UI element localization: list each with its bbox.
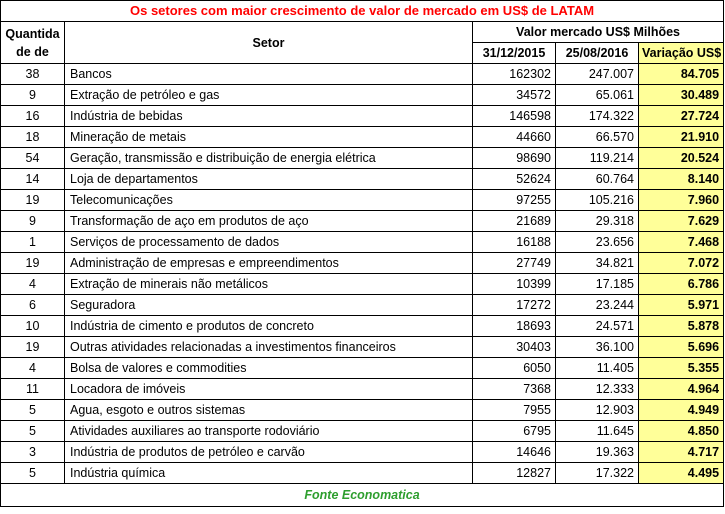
quantity-cell: 38 — [1, 64, 65, 85]
value-2015-cell: 52624 — [473, 169, 556, 190]
sector-cell: Serviços de processamento de dados — [65, 232, 473, 253]
sector-cell: Indústria de cimento e produtos de concreto — [65, 316, 473, 337]
table-row — [1, 379, 724, 400]
table-row — [1, 442, 724, 463]
table-row — [1, 148, 724, 169]
sector-cell: Bancos — [65, 64, 473, 85]
table-body — [1, 64, 724, 484]
table-row — [1, 316, 724, 337]
variation-cell: 4.964 — [639, 379, 724, 400]
table-row — [1, 85, 724, 106]
table-row — [1, 463, 724, 484]
value-2016-cell: 24.571 — [556, 316, 639, 337]
quantity-cell: 6 — [1, 295, 65, 316]
table-row — [1, 274, 724, 295]
table-row — [1, 421, 724, 442]
value-2015-cell: 6050 — [473, 358, 556, 379]
table-row — [1, 232, 724, 253]
variation-cell: 8.140 — [639, 169, 724, 190]
quantity-cell: 18 — [1, 127, 65, 148]
variation-cell: 7.072 — [639, 253, 724, 274]
variation-cell: 20.524 — [639, 148, 724, 169]
table-row — [1, 190, 724, 211]
value-2016-cell: 23.656 — [556, 232, 639, 253]
sector-cell: Mineração de metais — [65, 127, 473, 148]
sector-cell: Extração de minerais não metálicos — [65, 274, 473, 295]
value-2015-cell: 6795 — [473, 421, 556, 442]
variation-cell: 4.717 — [639, 442, 724, 463]
variation-cell: 21.910 — [639, 127, 724, 148]
quantity-cell: 5 — [1, 463, 65, 484]
variation-cell: 5.878 — [639, 316, 724, 337]
value-2015-cell: 44660 — [473, 127, 556, 148]
table-row — [1, 64, 724, 85]
quantity-cell: 14 — [1, 169, 65, 190]
quantity-cell: 11 — [1, 379, 65, 400]
value-2015-cell: 30403 — [473, 337, 556, 358]
sector-header: Setor — [65, 22, 473, 64]
quantity-cell: 4 — [1, 358, 65, 379]
title-row — [1, 1, 724, 22]
table-title: Os setores com maior crescimento de valor de mercado em US$ de LATAM — [1, 1, 724, 22]
sector-cell: Administração de empresas e empreendimentos — [65, 253, 473, 274]
sector-cell: Extração de petróleo e gas — [65, 85, 473, 106]
source-row — [1, 484, 724, 507]
sector-cell: Bolsa de valores e commodities — [65, 358, 473, 379]
table-row — [1, 253, 724, 274]
sector-cell: Telecomunicações — [65, 190, 473, 211]
value-2015-cell: 14646 — [473, 442, 556, 463]
value-2015-cell: 98690 — [473, 148, 556, 169]
variation-cell: 4.949 — [639, 400, 724, 421]
value-2016-cell: 19.363 — [556, 442, 639, 463]
value-2015-cell: 21689 — [473, 211, 556, 232]
table-row — [1, 295, 724, 316]
variation-cell: 84.705 — [639, 64, 724, 85]
value-2015-cell: 97255 — [473, 190, 556, 211]
quantity-cell: 5 — [1, 400, 65, 421]
variation-cell: 30.489 — [639, 85, 724, 106]
table-row — [1, 400, 724, 421]
sector-cell: Outras atividades relacionadas a investimentos financeiros — [65, 337, 473, 358]
value-2015-cell: 10399 — [473, 274, 556, 295]
sector-cell: Atividades auxiliares ao transporte rodoviário — [65, 421, 473, 442]
variation-header: Variação US$ — [639, 43, 724, 64]
table-row — [1, 169, 724, 190]
value-2016-cell: 17.185 — [556, 274, 639, 295]
quantity-cell: 9 — [1, 211, 65, 232]
value-2016-cell: 36.100 — [556, 337, 639, 358]
sector-cell: Indústria de bebidas — [65, 106, 473, 127]
value-2016-cell: 23.244 — [556, 295, 639, 316]
value-2015-cell: 34572 — [473, 85, 556, 106]
value-2016-cell: 119.214 — [556, 148, 639, 169]
sector-cell: Loja de departamentos — [65, 169, 473, 190]
value-2016-cell: 11.645 — [556, 421, 639, 442]
quantity-cell: 1 — [1, 232, 65, 253]
value-2015-cell: 27749 — [473, 253, 556, 274]
value-2016-cell: 29.318 — [556, 211, 639, 232]
variation-cell: 5.355 — [639, 358, 724, 379]
quantity-cell: 19 — [1, 190, 65, 211]
variation-cell: 5.971 — [639, 295, 724, 316]
table-row — [1, 211, 724, 232]
variation-cell: 6.786 — [639, 274, 724, 295]
quantity-cell: 5 — [1, 421, 65, 442]
sector-cell: Locadora de imóveis — [65, 379, 473, 400]
quantity-cell: 9 — [1, 85, 65, 106]
quantity-cell: 19 — [1, 253, 65, 274]
value-2016-cell: 174.322 — [556, 106, 639, 127]
variation-cell: 5.696 — [639, 337, 724, 358]
date-2015-header: 31/12/2015 — [473, 43, 556, 64]
table-row — [1, 337, 724, 358]
table-row — [1, 127, 724, 148]
header-row-1 — [1, 22, 724, 43]
sector-cell: Seguradora — [65, 295, 473, 316]
value-2016-cell: 12.903 — [556, 400, 639, 421]
value-2016-cell: 105.216 — [556, 190, 639, 211]
variation-cell: 4.850 — [639, 421, 724, 442]
value-2015-cell: 162302 — [473, 64, 556, 85]
value-2015-cell: 7955 — [473, 400, 556, 421]
source-note: Fonte Economatica — [1, 484, 724, 507]
table-row — [1, 358, 724, 379]
value-2015-cell: 146598 — [473, 106, 556, 127]
quantity-cell: 54 — [1, 148, 65, 169]
value-2015-cell: 16188 — [473, 232, 556, 253]
variation-cell: 7.960 — [639, 190, 724, 211]
sector-cell: Transformação de aço em produtos de aço — [65, 211, 473, 232]
quantity-cell: 3 — [1, 442, 65, 463]
value-2016-cell: 17.322 — [556, 463, 639, 484]
value-2015-cell: 17272 — [473, 295, 556, 316]
variation-cell: 7.468 — [639, 232, 724, 253]
quantity-cell: 10 — [1, 316, 65, 337]
value-2016-cell: 34.821 — [556, 253, 639, 274]
sector-cell: Geração, transmissão e distribuição de energia elétrica — [65, 148, 473, 169]
date-2016-header: 25/08/2016 — [556, 43, 639, 64]
value-2016-cell: 12.333 — [556, 379, 639, 400]
quantity-cell: 19 — [1, 337, 65, 358]
sector-cell: Indústria química — [65, 463, 473, 484]
value-2016-cell: 66.570 — [556, 127, 639, 148]
value-2016-cell: 11.405 — [556, 358, 639, 379]
value-2016-cell: 247.007 — [556, 64, 639, 85]
variation-cell: 27.724 — [639, 106, 724, 127]
variation-cell: 7.629 — [639, 211, 724, 232]
value-2015-cell: 12827 — [473, 463, 556, 484]
value-2016-cell: 65.061 — [556, 85, 639, 106]
quantity-cell: 16 — [1, 106, 65, 127]
sector-cell: Agua, esgoto e outros sistemas — [65, 400, 473, 421]
value-2016-cell: 60.764 — [556, 169, 639, 190]
value-2015-cell: 7368 — [473, 379, 556, 400]
sector-cell: Indústria de produtos de petróleo e carvão — [65, 442, 473, 463]
quantity-cell: 4 — [1, 274, 65, 295]
value-2015-cell: 18693 — [473, 316, 556, 337]
table-row — [1, 106, 724, 127]
quantity-header: Quantida de de — [1, 22, 65, 64]
market-value-header: Valor mercado US$ Milhões — [473, 22, 724, 43]
variation-cell: 4.495 — [639, 463, 724, 484]
